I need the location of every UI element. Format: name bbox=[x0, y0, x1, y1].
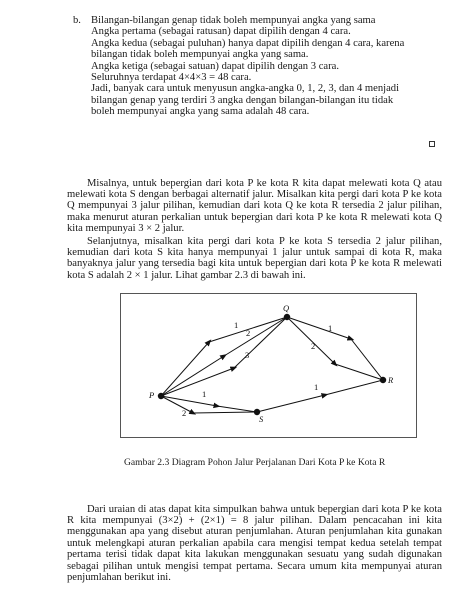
edge-label: 2 bbox=[246, 328, 251, 338]
edge-s-r-1 bbox=[257, 395, 325, 412]
edge-label: 3 bbox=[245, 350, 250, 360]
section-b-line: boleh mempunyai angka yang sama adalah 48 cara. bbox=[91, 106, 310, 118]
edge-p-q-2 bbox=[161, 356, 224, 396]
node-q bbox=[284, 314, 290, 320]
edge-label: 1 bbox=[314, 382, 319, 392]
edge-q-r-1 bbox=[287, 317, 351, 339]
edge-p-q-1 bbox=[161, 342, 209, 396]
paragraph: Misalnya, untuk bepergian dari kota P ke kota R kita dapat melewati kota Q atau melewati kota S dengan berbagai alternatif jalur. Misalkan kita pergi dari kota P ke kota Q mempunyai 3 jalur pilihan, kemudian dari kota Q ke kota R tersedia 2 jalur pilihan, maka menurut aturan perkalian untuk bepergian dari kota P ke kota R melewati kota Q kita mempunyai 3 × 2 jalur. bbox=[67, 177, 442, 235]
section-b-line: Seluruhnya terdapat 4×4×3 = 48 cara. bbox=[91, 72, 252, 84]
node-label-p: P bbox=[149, 390, 155, 400]
edge-s-r-1-b bbox=[325, 380, 383, 395]
end-of-proof-icon bbox=[429, 141, 435, 147]
route-diagram bbox=[120, 293, 417, 438]
section-b-line: Angka ketiga (sebagai satuan) dapat dipilih dengan 3 cara. bbox=[91, 60, 339, 72]
node-label-r: R bbox=[388, 375, 394, 385]
edge-q-r-1-b bbox=[351, 339, 383, 380]
section-b-text bbox=[91, 15, 441, 118]
node-label-s: S bbox=[259, 414, 264, 424]
edge-label: 2 bbox=[311, 341, 316, 351]
list-item-label: b. bbox=[73, 15, 81, 26]
edge-p-s-2-b bbox=[193, 412, 257, 413]
section-b-line: Angka kedua (sebagai puluhan) hanya dapat dipilih dengan 4 cara, karena bbox=[91, 37, 405, 49]
edge-label: 1 bbox=[234, 320, 239, 330]
section-b-line: Bilangan-bilangan genap tidak boleh mempunyai angka yang sama bbox=[91, 15, 376, 26]
edge-label: 2 bbox=[182, 408, 187, 418]
edge-label: 1 bbox=[328, 323, 333, 333]
edge-p-q-3 bbox=[161, 368, 234, 396]
figure-caption: Gambar 2.3 Diagram Pohon Jalur Perjalanan Dari Kota P ke Kota R bbox=[124, 457, 386, 468]
paragraph: Selanjutnya, misalkan kita pergi dari kota P ke kota S tersedia 2 jalur pilihan, kemudian dari kota S kita hanya mempunyai 1 jalur untuk sampai di kota R, maka banyaknya jalur yang tersedia bagi kita untuk bepergian dari kota P ke kota R melewati kota S adalah 2 × 1 jalur. Lihat gambar 2.3 di bawah ini. bbox=[67, 235, 442, 281]
section-b-line: bilangan tidak boleh mempunyai angka yang sama. bbox=[91, 49, 309, 61]
section-b-line: bilangan genap yang terdiri 3 angka dengan bilangan-bilangan itu tidak bbox=[91, 94, 394, 106]
node-r bbox=[380, 377, 386, 383]
edge-p-s-1-b bbox=[217, 406, 257, 412]
node-p bbox=[158, 393, 164, 399]
route-diagram-svg bbox=[121, 294, 418, 439]
section-b-line: Jadi, banyak cara untuk menyusun angka-angka 0, 1, 2, 3, dan 4 menjadi bbox=[91, 83, 400, 95]
section-b-line: Angka pertama (sebagai ratusan) dapat dipilih dengan 4 cara. bbox=[91, 26, 351, 38]
edge-label: 1 bbox=[202, 389, 207, 399]
edge-p-q-3-b bbox=[234, 317, 287, 368]
node-label-q: Q bbox=[283, 303, 290, 313]
paragraph: Dari uraian di atas dapat kita simpulkan bahwa untuk bepergian dari kota P ke kota R kita mempunyai (3×2) + (2×1) = 8 jalur pilihan. Dalam pencacahan ini kita menggunakan apa yang disebut aturan penjumlahan. Aturan penjumlahan kita gunakan untuk melengkapi aturan perkalian apabila cara mengisi tempat kedua setelah tempat pertama terisi tidak dapat kita lakukan menggunakan sesuatu yang sudah digunakan sebagai pilihan untuk mengisi tempat pertama. Secara umum kita mempunyai aturan penjumlahan berikut ini. bbox=[67, 503, 442, 584]
edge-q-r-2-b bbox=[335, 364, 383, 380]
